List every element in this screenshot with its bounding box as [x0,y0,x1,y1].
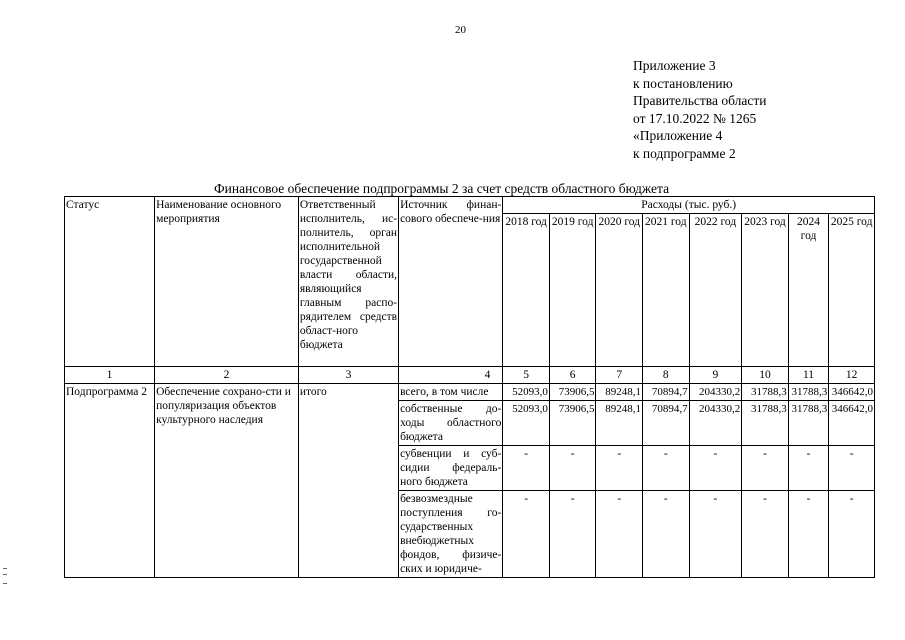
header-status: Статус [65,197,155,367]
value-cell: 52093,0 [503,384,550,401]
value-cell: - [596,491,643,578]
scan-margin-mark [3,568,7,584]
header-year: 2019 год [549,214,596,367]
column-number: 5 [503,367,550,384]
column-number: 9 [689,367,742,384]
value-cell: - [788,446,828,491]
value-cell: 31788,3 [742,401,789,446]
value-cell: 31788,3 [788,401,828,446]
source-label: безвозмездные поступления го-сударственных внебюджетных фондов, физиче-ских и юридиче- [399,491,503,578]
value-cell: - [829,491,875,578]
appendix-line: «Приложение 4 [633,128,723,143]
value-cell: - [788,491,828,578]
value-cell: 31788,3 [742,384,789,401]
source-label: всего, в том числе [399,384,503,401]
column-number: 6 [549,367,596,384]
source-label: собственные до-ходы областного бюджета [399,401,503,446]
appendix-block [633,57,766,162]
row-status: Подпрограмма 2 [65,384,155,578]
appendix-line: к подпрограмме 2 [633,145,736,161]
header-expenses: Расходы (тыс. руб.) [503,197,875,214]
value-cell: - [643,491,690,578]
value-cell: - [689,491,742,578]
header-year: 2023 год [742,214,789,367]
column-number: 8 [643,367,690,384]
column-number: 2 [155,367,299,384]
value-cell: - [596,446,643,491]
column-number: 3 [298,367,398,384]
appendix-line: Правительства области [633,93,767,108]
header-executor: Ответственный исполнитель, ис-полнитель, орган исполнительной государственной власти области, являющийся главным распо-рядителем средств област-ного бюджета [298,197,398,367]
value-cell: 89248,1 [596,401,643,446]
header-year: 2021 год [643,214,690,367]
value-cell: 70894,7 [643,384,690,401]
value-cell: 204330,2 [689,384,742,401]
column-number: 1 [65,367,155,384]
column-number: 7 [596,367,643,384]
page-number: 20 [455,24,466,36]
table-row [65,384,875,401]
value-cell: - [503,446,550,491]
header-row [65,197,875,214]
value-cell: 204330,2 [689,401,742,446]
value-cell: 346642,0 [829,401,875,446]
column-numbers-row [65,367,875,384]
header-source: Источник финан-сового обеспече-ния [399,197,503,367]
value-cell: 31788,3 [788,384,828,401]
value-cell: - [742,446,789,491]
value-cell: - [549,491,596,578]
column-number: 10 [742,367,789,384]
value-cell: 73906,5 [549,401,596,446]
header-year: 2020 год [596,214,643,367]
source-label: субвенции и суб-сидии федераль-ного бюджета [399,446,503,491]
header-name: Наименование основного мероприятия [155,197,299,367]
value-cell: - [549,446,596,491]
column-number: 11 [788,367,828,384]
appendix-line: от 17.10.2022 № 1265 [633,110,757,126]
column-number: 4 [399,367,503,384]
appendix-line: Приложение 3 [633,58,716,73]
finance-table [64,196,875,578]
value-cell: - [742,491,789,578]
row-executor: итого [298,384,398,578]
value-cell: 346642,0 [829,384,875,401]
value-cell: - [503,491,550,578]
header-year: 2025 год [829,214,875,367]
header-year: 2024 год [788,214,828,367]
value-cell: 70894,7 [643,401,690,446]
document-title: Финансовое обеспечение подпрограммы 2 за счет средств областного бюджета [214,181,670,196]
value-cell: 52093,0 [503,401,550,446]
row-name: Обеспечение сохрано-сти и популяризация объектов культурного наследия [155,384,299,578]
value-cell: - [643,446,690,491]
header-year: 2022 год [689,214,742,367]
value-cell: - [829,446,875,491]
appendix-line: к постановлению [633,75,733,91]
column-number: 12 [829,367,875,384]
value-cell: 73906,5 [549,384,596,401]
header-year: 2018 год [503,214,550,367]
value-cell: - [689,446,742,491]
value-cell: 89248,1 [596,384,643,401]
